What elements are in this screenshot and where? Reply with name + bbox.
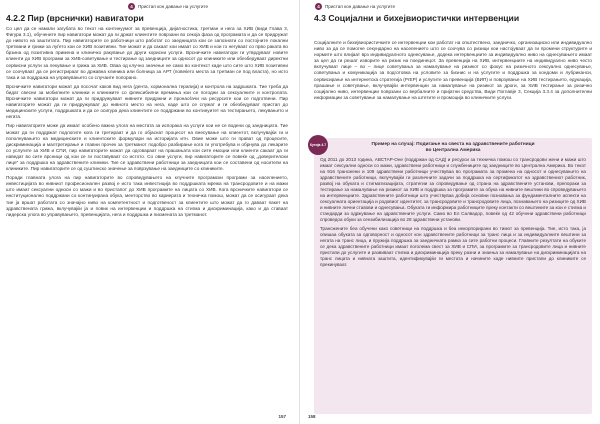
- body-text: [6, 26, 288, 221]
- running-header: [315, 3, 395, 10]
- intro-paragraph: Социјалните и бихејвиористичките се интервенции кои работат на општествено, заедничко, организациско или индивидуално ниво за да се помогне секундарно на населението што се соочува со ризици кои настојуваат да ги промени структурите и нормите што влијаат врз индивидуалното однесување, додека интервенциите за индивидуално ниво на однесувањето имаат за цел да ги решат изворите на ризик на поединецот. За превенција на ХИВ, интервенциите на индивидуално ниво често вклучуваат лице – во – лице советувања за намалување на ризикот со фокус на ризичното сексуално однесување, советувања и комуникација за подготовка на условите за бизнис и на услугите и поддршка за кондоми и лубриканси, сервисирање на интернетска стратегија (PrEP) и услугите за превенција (ВИП) и поврзување на ХИВ тестирањето, едукација, прашање и советување, вклучувајќи интервенции за намалување на ризикот за дроги, за ХИВ тестирање за ризично социјално ниво, интервенции поврзани со вербалните и пријатни средства, Види Поглавје 3, Секција 3.3.4 за дополнителни информации за советување за намалување на штетите и промоција во клиничките услуги.: [314, 40, 592, 100]
- case-study-box: [309, 138, 592, 414]
- box-title: Пример на случај: Подигање на свеста на здравствените работници во Централна Америка: [371, 142, 535, 153]
- paragraph: Поради главната улога на пир навигаторите во спроведувањето на клучните програмски програми за населението, инвестицијата во нивниот професионален развој е исто така инвестиција во поддршката мрежа на трансродовите и на мажи што имаат сексуални односи со мажи и во пристапот до ХИВ програмите на лицата со ХИВ. Кога врсничките навигатори се институционално поддржани со континуирана обука, менторство во кариерата и техничка помош, можат да се осигураат дека тие ја вршат работата со значајно ниво на компетентност и подготвеност за клиентите што можат да го даваат пакет на здравствената грижа, вклучувајќи ја и повик на интервенции и поддршка на стигма и дискриминација, како и да ставаат лидерска улога во управувањето, превенцијата, нега и поддршка и писмената за третманот.: [6, 175, 288, 217]
- box-paragraph: Трансжените беа обучени како советници на поддршка и беа инкорпорирани во тимот за превенција. Тие, исто така, ја опишаа обуката за одговорност и односот кон здравствените работници за транс лица и за индивидуалните вештини за негата на транс лица, и пружија поддршка за заедничката рамка за сите работни процеси. Главните резултати на обуките се дека здравствените работници имаат поголема свест за ХИВ и СПИ, за програмите за трансродовите лица и нивните пристапи до услугите и развиваат стигма и дискриминација преку разни и знаења за намалување на дискриминацијата на транс лицата и нивната заштита, идентификувајќи ги местата и начините каде нивните пристапи до клиниките се прекинуваат.: [320, 226, 586, 268]
- paragraph: Врсничките навигатори можат да посочат каков вид нега (дента, хормонална терапија) и контрола на задршката. Тие треба да бидат свесни за мобилните клиники и клиниките со флексибилни времиња кои се погодни за сексуалните и контролата. Врсничките навигатори можат да ги придружуваат нивните придржни и пронаоѓачи на ресурсите кои се подготвени. Пир навигаторите можат да ги придружуваат до нивното место на нега, каде што се служат и ги обезбедуваат пристап до медицинските услуги, поддршката и да се осигура дека клиентите се поддржани во континуитет на тестирањето, лекувањето и негата.: [6, 83, 288, 120]
- box-paragraph: Од 2011 до 2013 година, АВСТАР-Оне (поддржан од САД) и ресурси за техничка помош со трансродови жени и мажи што имаат сексуални односи со мажи, здравствени работници и службениците од заедниците во Централна Америка. Во текот на 916 трансжени и 109 здравствени работници учествуваа во програмата за промена на односот и однесувањето на здравствените работници, вклучувајќи ги различните задачи за поддршка на сертификатот на здравствениот работник, развој на обуката и стигматизацијата, стратегии за спроведување од страна на здравствените установи, препораки за тестирање за намалување на ризикот за ХИВ и поддршка за програмите за обука на нивните вештини во спроведувањето на интервенциите. Здравствените работници што учествуваа добија основни познавања за фундаменталните аспекти на сексуалната ориентација и родовиот идентитет, за трансродовите и трансродовите лица, познавањето на ризиците од ХИВ и нивните лични ставови и однесувања. Обуката ги информира работниците преку контакти со вештините за кои е стигма и стандарди за одржување на здравствените услуги. Само во Ел Салвадор, повеќе од 42 обучени здравствени работници спроведоа обуки за сензибилизација во 28 здравствени установи.: [320, 157, 586, 222]
- paragraph: Пир навигаторите може да имаат особено важна улога на местата за испорака на услуги кои не се водени од заедницата. Тие можат да ги поддржат подлогите кога ги третираат и да го објаснат процесот на внесување на клиентот, вклучувајќи ги и пополнувањето на медицинските и клиентските формулари на историјата итн. Овие може што ги прават од процесите, дискриминација и малтретирање и главни прочек за третманот подобро разбирање кога ги употребува и обрнува до лекарите со услугите за ХИВ и СПИ, пир навигаторите можат да одговараат на прашањата кои сите емоции или клиенти сакаат да ги наведат во сите врсници од кои се ги поставуваат со истото. Со овие услуги, пир навигаторите се повеќе од „доверителски лице“ за поддршка на здравствените клиники. Тие се здравствени работници за заедницата кои се составени од носители на клиниките. Пир навигаторите се од суштинско значење за поврзување на заедниците со клиниките.: [6, 123, 288, 172]
- page-number: 157: [278, 414, 286, 419]
- paragraph: Со цел да се намали загубата во текот на континуумот за превенција, дијагностика, третман и нега за ХИВ (види Глава 3, Фигура 3.1), обучените пир навигатори можат да ги држат клиентите поврзани во секоја фаза од програмата и да се придружат до нивото на заштитата. Пир навигаторите се работници што работат со заедницата кои се запознати со постојните локални третмани и грижи за луѓето кои се ХИВ позитивни. Тие можат и да сакаат кои имаат со ХИВ и кои го негуваат со прво раката во брзина од позитивна примена и клиничко ракување до други корисни услуги. Врсничките навигатори ги утврдуваат новите клиенти до ХИВ програми за ХИВ-советување и тестирање од заедниците за односот до клиниките или обезбедуваат директни сервисни услуги за лекување и грижа за ХИВ. Оваа од клучно значење не само во контекст каде што сите што ХИВ позитивни се соочуваат да се регистрираат во државна клиника или болница за АРТ (повеќето места за третман се под власта), но исто така и за поддршка на управувањето со случаите попорано.: [6, 26, 288, 80]
- box-body: [320, 157, 586, 272]
- chapter-badge: 4: [315, 3, 322, 10]
- running-header-text: Пристап кон давање на услугите: [138, 4, 208, 9]
- running-header-text: Пристап кон давање на услугите: [325, 4, 395, 9]
- box-label-badge: Кутија 4.7: [308, 135, 328, 155]
- running-header: [128, 3, 208, 10]
- section-heading: 4.3 Социјални и бихејвиористички интервенции: [314, 13, 520, 23]
- section-heading: 4.2.2 Пир (врснички) навигатори: [6, 13, 144, 23]
- chapter-badge: 4: [128, 3, 135, 10]
- page-number: 158: [308, 414, 316, 419]
- right-page: [300, 0, 600, 424]
